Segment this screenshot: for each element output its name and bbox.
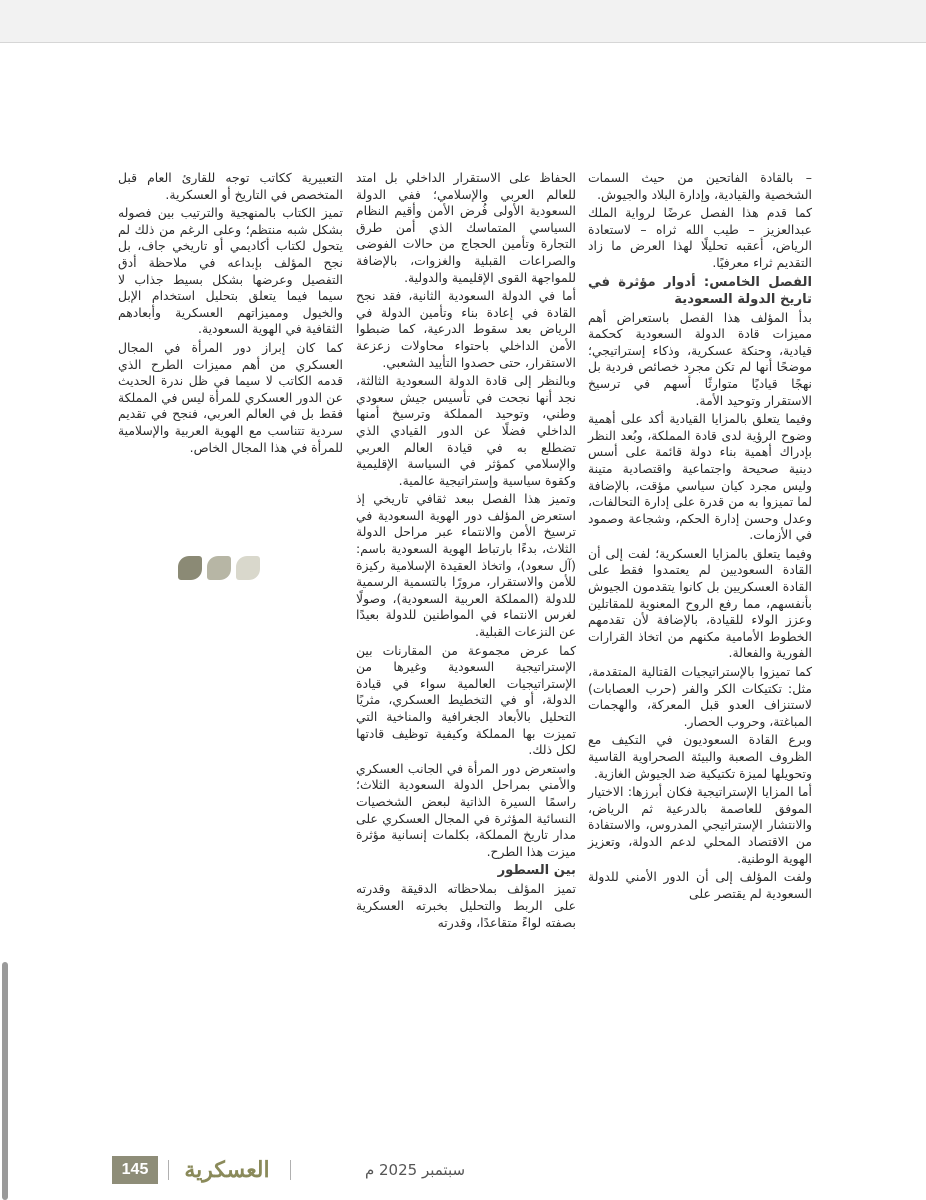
decorative-shape [207, 556, 231, 580]
section-heading: الفصل الخامس: أدوار مؤثرة في تاريخ الدولة السعودية [588, 274, 812, 307]
paragraph: بدأ المؤلف هذا الفصل باستعراض أهم مميزات قادة الدولة السعودية كحكمة قيادية، وحنكة عسكرية، وذكاء إستراتيجي؛ موضحًا أنها لم تكن مجرد خصائص فردية بل نهجًا قياديًا متوارثًا أسهم في ترسيخ الاستقرار وتوحيد الأمة. [588, 309, 812, 408]
page-footer [110, 1150, 810, 1190]
text-column-middle [356, 170, 576, 933]
paragraph: كما كان إبراز دور المرأة في المجال العسكري من أهم مميزات الطرح الذي قدمه الكاتب لا سيما في ظل ندرة الحديث عن الدور العسكري للمرأة ليس في المملكة فقط بل في العالم العربي، فنجح في تقديم سردية تتناسب مع الهوية العربية والإسلامية للمرأة في هذا المجال الخاص. [118, 339, 343, 455]
decorative-shape [236, 556, 260, 580]
paragraph: كما قدم هذا الفصل عرضًا لرواية الملك عبدالعزيز – طيب الله ثراه – لاستعادة الرياض، أعقبه تحليلًا لهذا العرض ما زاد التقديم ثراء معرفيًا. [588, 205, 812, 270]
paragraph: وفيما يتعلق بالمزايا القيادية أكد على أهمية وضوح الرؤية لدى قادة المملكة، وبُعد النظر بإدراك أهمية بناء دولة قائمة على أسس دينية صحيحة واجتماعية واقتصادية متينة وليس مجرد كيان سياسي مؤقت، بالإضافة لما تميزوا به من قدرة على إدارة التحالفات، وعدل وحسن إدارة الحكم، وشجاعة وصمود في الأزمات. [588, 411, 812, 543]
paragraph: تميز المؤلف بملاحظاته الدقيقة وقدرته على الربط والتحليل بخبرته العسكرية بصفته لواءً متقاعدًا، وقدرته [356, 881, 576, 930]
magazine-logo: العسكرية [184, 1157, 270, 1183]
paragraph: ولفت المؤلف إلى أن الدور الأمني للدولة السعودية لم يقتصر على [588, 869, 812, 901]
paragraph: وتميز هذا الفصل ببعد ثقافي تاريخي إذ استعرض المؤلف دور الهوية السعودية في ترسيخ الأمن والانتماء عبر مراحل الدولة الثلاث، بدءًا بارتباط الهوية السعودية باسم: (آل سعود)، واتخاذ العقيدة الإسلامية ركيزة للأمن والاستقرار، مرورًا بالتسمية الرسمية للدولة (المملكة العربية السعودية)، وصولًا لغرس الانتماء في المواطنين للدولة بعيدًا عن النزعات القبلية. [356, 491, 576, 640]
paragraph: تميز الكتاب بالمنهجية والترتيب بين فصوله بشكل شبه منتظم؛ وعلى الرغم من ذلك لم يتحول لكتاب أكاديمي أو تاريخي جاف، بل نجح المؤلف بإبداعه في ملاحظة أدق التفصيل وعرضها بشكل بسيط جذاب لا سيما فيما يتعلق بتحليل استخدام الإبل والخيول ومميزاتهم العسكرية وأبعادهم الثقافية في الهوية السعودية. [118, 205, 343, 337]
divider [168, 1160, 169, 1180]
paragraph: أما المزايا الإستراتيجية فكان أبرزها: الاختيار الموفق للعاصمة بالدرعية ثم الرياض، والانتشار الإستراتيجي المدروس، والاستفادة من الاقتصاد المحلي لدعم الدولة، وتعزيز الهوية الوطنية. [588, 784, 812, 866]
scrollbar[interactable] [2, 962, 10, 1200]
paragraph: التعبيرية ككاتب توجه للقارئ العام قبل المتخصص في التاريخ أو العسكرية. [118, 170, 343, 202]
issue-date: سبتمبر 2025 م [364, 1161, 466, 1179]
scrollbar-thumb[interactable] [2, 962, 8, 1200]
section-heading: بين السطور [497, 863, 576, 879]
paragraph: أما في الدولة السعودية الثانية، فقد نجح القادة في إعادة بناء وتأمين الدولة في الرياض بعد سقوط الدرعية، كما ضبطوا الأمن الداخلي باحتواء محاولات زعزعة الاستقرار، حتى حصدوا التأييد الشعبي. [356, 288, 576, 370]
viewer-top-bar [0, 0, 926, 43]
paragraph: واستعرض دور المرأة في الجانب العسكري والأمني بمراحل الدولة السعودية الثلاث؛ راسمًا السيرة الذاتية لبعض الشخصيات النسائية المؤثرة في المجال العسكري على مدار تاريخ المملكة، بكلمات إنسانية مؤثرة ميزت هذا الطرح. [356, 760, 576, 859]
paragraph: وفيما يتعلق بالمزايا العسكرية؛ لفت إلى أن القادة السعوديين لم يعتمدوا فقط على القادة العسكريين بل كانوا يتقدمون الجيوش بأنفسهم، مما رفع الروح المعنوية للمقاتلين وعزز الولاء للقيادة، بالإضافة لأن تقدمهم الخطوط الأمامية مكنهم من اتخاذ القرارات الفورية والفعالة. [588, 545, 812, 661]
text-column-right [588, 170, 812, 904]
paragraph: كما تميزوا بالإستراتيجيات القتالية المتقدمة، مثل: تكتيكات الكر والفر (حرب العصابات) لاستنزاف العدو قبل المعركة، والهجمات المباغتة، وحروب الحصار. [588, 664, 812, 729]
page-number: 145 [112, 1156, 158, 1184]
divider [290, 1160, 291, 1180]
text-column-left [118, 170, 343, 458]
paragraph: وبالنظر إلى قادة الدولة السعودية الثالثة، نجد أنها نجحت في تأسيس جيش سعودي وطني، وتوحيد المملكة وترسيخ أمنها الداخلي فضلًا عن الدور القيادي الذي تضطلع به في قيادة العالم العربي والإسلامي كمؤثر في السياسة الإقليمية وكقوة سياسية وإستراتيجية عالمية. [356, 373, 576, 488]
paragraph: – بالقادة الفاتحين من حيث السمات الشخصية والقيادية، وإدارة البلاد والجيوش. [588, 170, 812, 202]
decorative-shape [178, 556, 202, 580]
paragraph: وبرع القادة السعوديون في التكيف مع الظروف الصعبة والبيئة الصحراوية القاسية وتحويلها لميزة تكتيكية ضد الجيوش الغازية. [588, 732, 812, 781]
paragraph: الحفاظ على الاستقرار الداخلي بل امتد للعالم العربي والإسلامي؛ ففي الدولة السعودية الأولى فُرض الأمن وأقيم النظام السياسي المتماسك الذي أمن طرق التجارة وتأمين الحجاج من حالات الفوضى والصراعات القبلية والغزوات، بالإضافة للمواجهة القوى الإقليمية والدولية. [356, 170, 576, 285]
decorative-shapes [178, 556, 262, 580]
paragraph: كما عرض مجموعة من المقارنات بين الإستراتيجية السعودية وغيرها من الإستراتيجيات العالمية سواء في قيادة الدولة، أو في التخطيط العسكري، مثريًا التحليل بالأبعاد الجغرافية والمناخية التي تميزت بها المملكة وكيفية توظيف قادتها لكل ذلك. [356, 642, 576, 758]
